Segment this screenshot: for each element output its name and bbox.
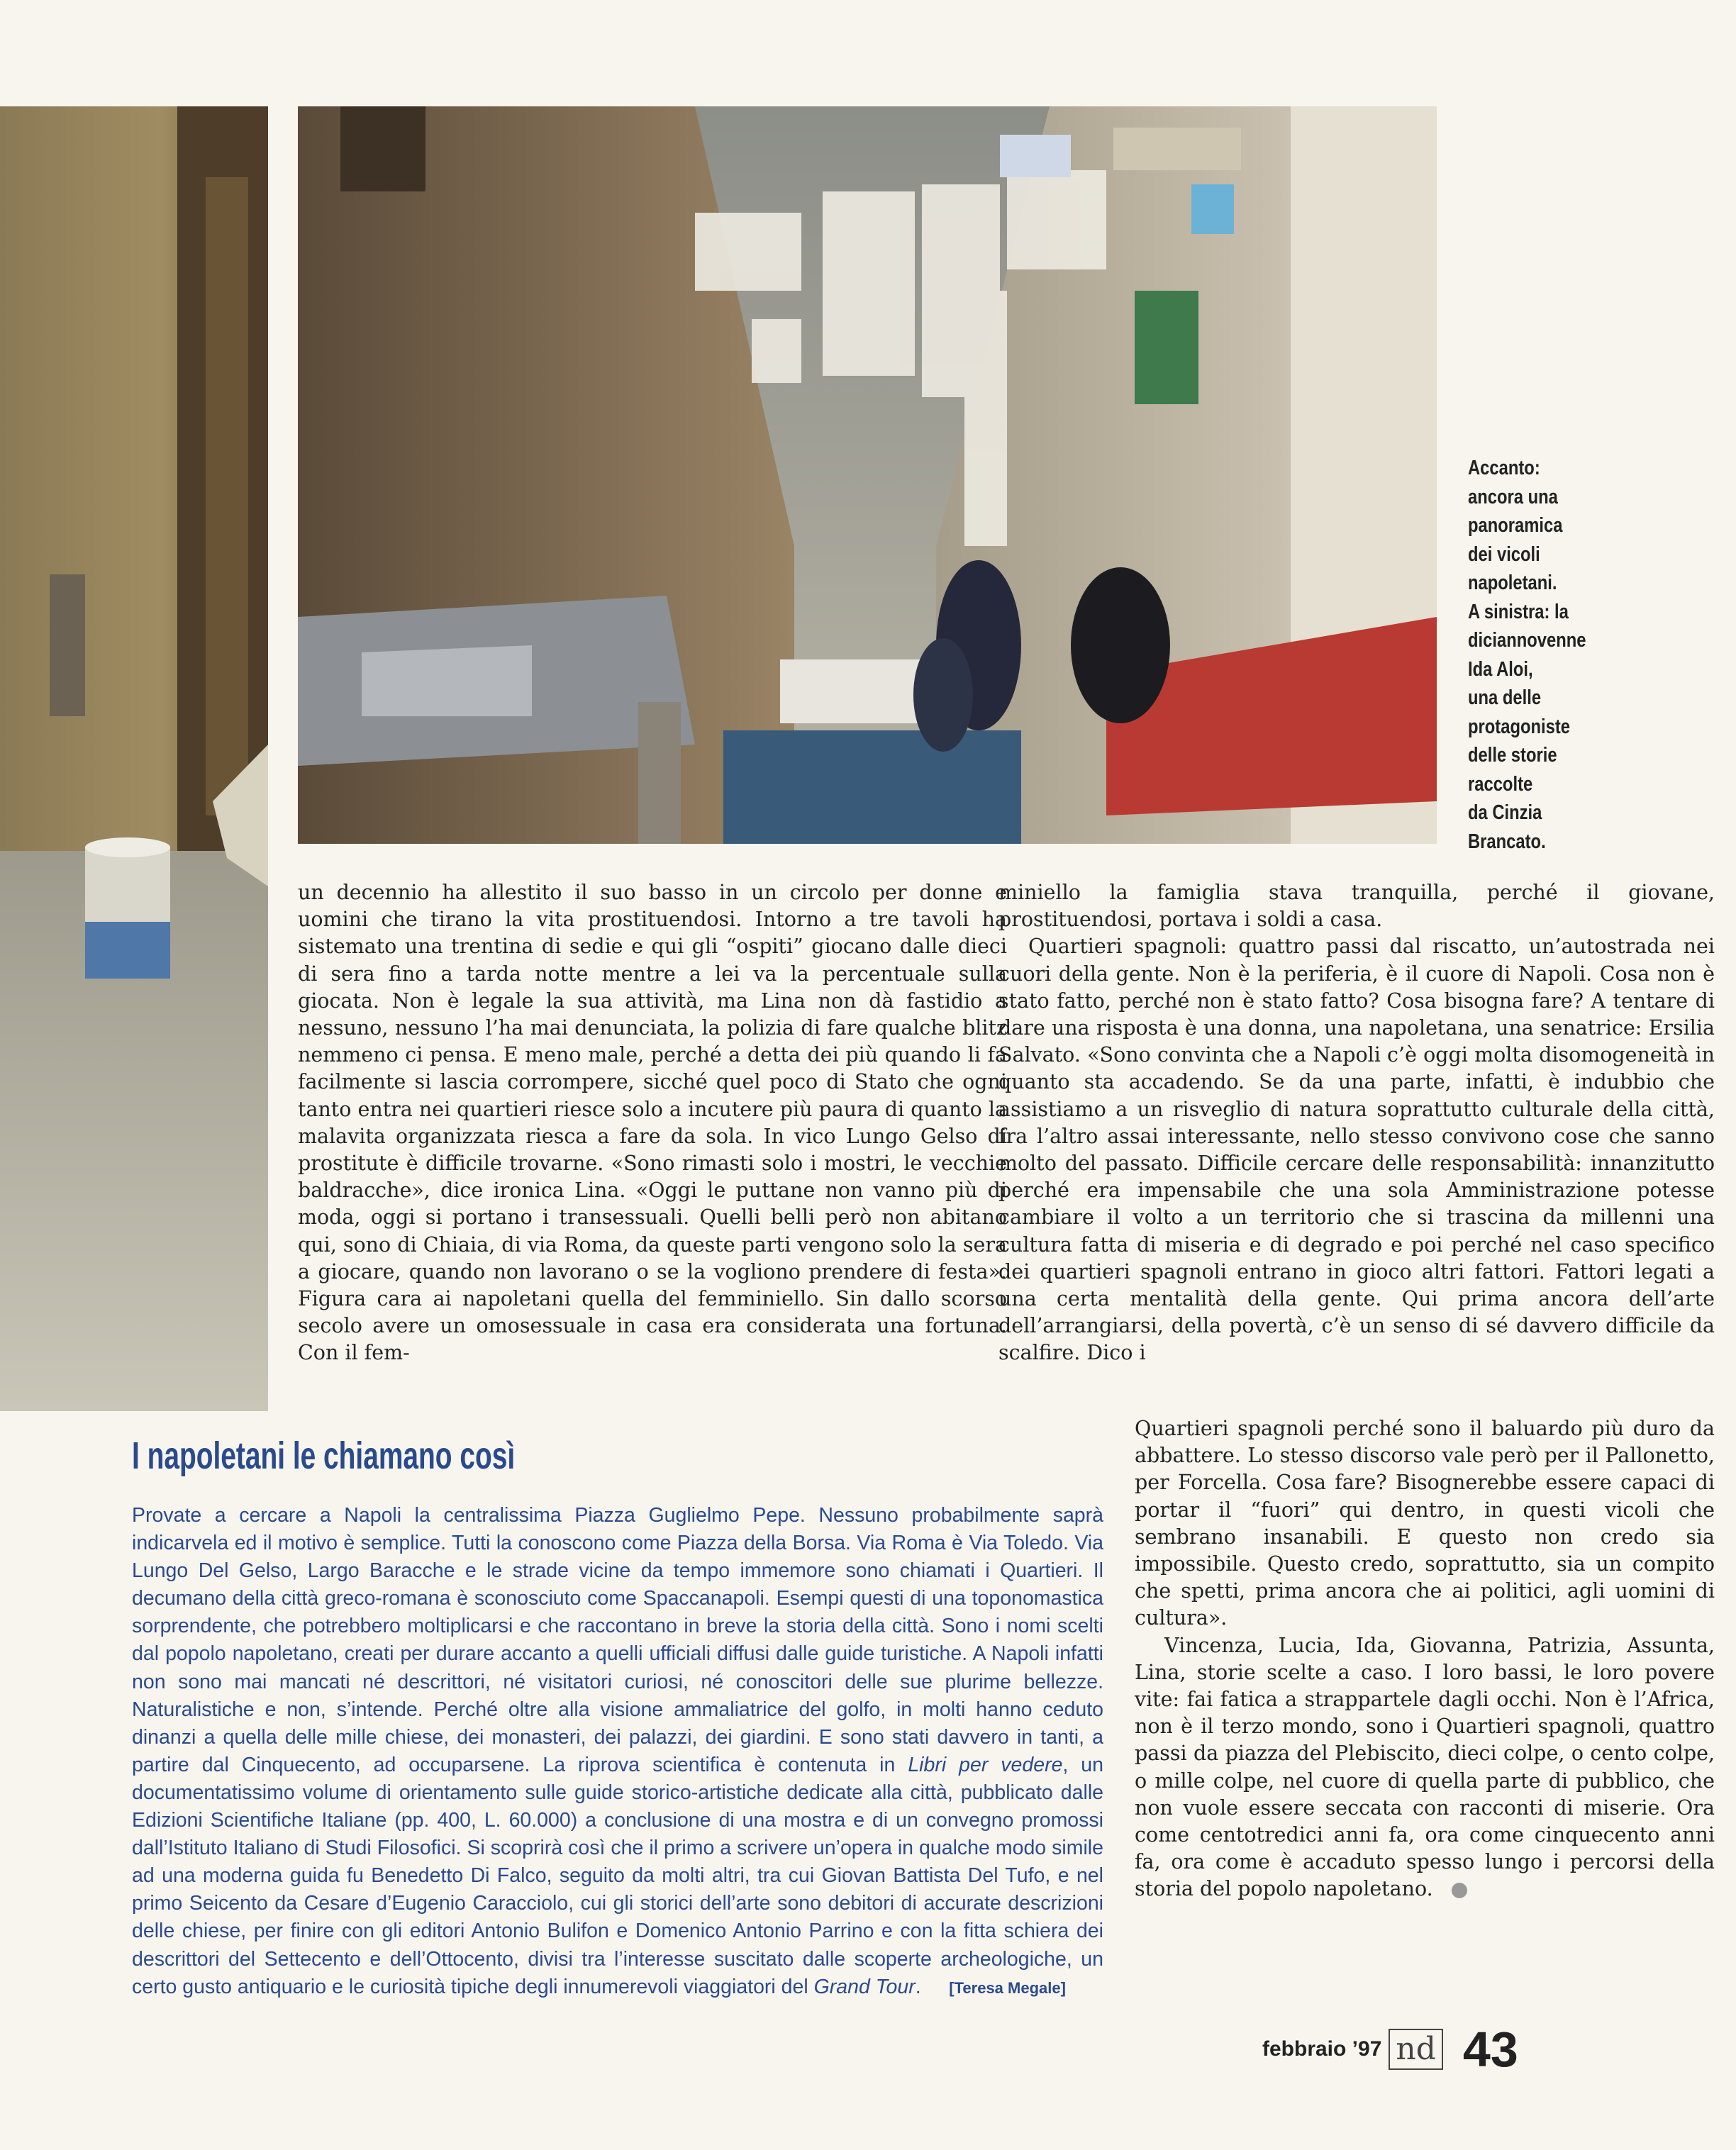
- article-column-2-continued: [1135, 1415, 1715, 1903]
- issue-date: febbraio ’97: [1262, 2037, 1382, 2061]
- sidebar-text-a: Provate a cercare a Napoli la centralissima Piazza Guglielmo Pepe. Nessuno probabilmente saprà indicarvela ed il motivo è semplice. Tutti la conoscono come Piazza della Borsa. Via Roma è Via Toledo. Via Lungo Del Gelso, Largo Baracche e le strade vicine da tempo immemore sono chiamati i Quartieri. Il decumano della città greco-romana è sconosciuto come Spaccanapoli. Esempi questi di una toponomastica sorprendente, che potrebbero moltiplicarsi e che raccontano in breve la storia della città. Sono i nomi scelti dal popolo napoletano, creati per durare accanto a quelli ufficiali diffusi dalle guide turistiche. A Napoli infatti non sono mai mancati né descrittori, né visitatori curiosi, né conoscitori delle sue plurime bellezze. Naturalistiche e non, s’intende. Perché oltre alla visione ammaliatrice del golfo, in molti hanno ceduto dinanzi a quella delle mille chiese, dei monasteri, dei palazzi, dei giardini. E sono stati davvero in tanti, a partire dal Cinquecento, ad occuparsene. La riprova scientifica è contenuta in: [132, 1504, 1103, 1776]
- grand-tour: Grand Tour: [813, 1975, 916, 1998]
- sidebar-text-b: , un documentatissimo volume di orientamento sulle guide storico-artistiche dedicate alla città, pubblicato dalle Edizioni Scientifiche Italiane (pp. 400, L. 60.000) a conclusione di una mostra e di un convegno promossi dall’Istituto Italiano di Studi Filosofici. Si scoprirà così che il primo a scrivere un’opera in qualche modo simile ad una moderna guida fu Benedetto Di Falco, seguito da molti altri, tra cui Giovan Battista Del Tufo, e nel primo Seicento da Cesare d’Eugenio Caracciolo, cui gli storici dell’arte sono debitori di accurate descrizioni delle chiese, per finire con gli editori Antonio Bulifon e Domenico Antonio Parrino e con la fitta schiera dei descrittori del Settecento e dell’Ottocento, divisi tra l’interesse suscitato dalle scoperte archeologiche, un certo gusto antiquario e le curiosità tipiche degli innumerevoli viaggiatori del: [132, 1753, 1103, 1998]
- caption-line: napoletani.: [1468, 572, 1557, 594]
- magazine-logo: nd: [1389, 2029, 1443, 2070]
- article-paragraph: Quartieri spagnoli perché sono il baluardo più duro da abbattere. Lo stesso discorso vale però per il Pallonetto, per Forcella. Cosa fare? Bisognerebbe essere capaci di portar il “fuori” qui dentro, in questi vicoli che sembrano insanabili. E questo non credo sia impossibile. Questo credo, soprattutto, sia un compito che spetti, prima ancora che ai politici, agli uomini di cultura».: [1135, 1417, 1715, 1630]
- end-of-article-dot-icon: [1452, 1883, 1467, 1898]
- caption-line: Ida Aloi,: [1468, 657, 1533, 681]
- book-title: Libri per vedere: [908, 1753, 1063, 1776]
- sidebar-text-c: .: [915, 1975, 921, 1998]
- caption-line: una delle: [1468, 686, 1542, 709]
- article-paragraph-text: Vincenza, Lucia, Ida, Giovanna, Patrizia, Assunta, Lina, storie scelte a caso. I loro bassi, le loro povere vite: fai fatica a strappartele dagli occhi. Non è l’Africa, non è il terzo mondo, sono i Quartieri spagnoli, quattro passi da piazza del Plebiscito, dieci colpe, o cento colpe, o mille colpe, nel cuore di quella parte di pubblico, che non vuole essere seccata con racconti di miserie. Ora come centotredici anni fa, ora come cinquecento anni fa, ora come è accaduto spesso lungo i percorsi della storia del popolo napoletano.: [1135, 1633, 1715, 1901]
- photo-main-alley: [298, 106, 1437, 844]
- photo-left-image: [0, 106, 268, 1411]
- caption-line: raccolte: [1468, 772, 1533, 796]
- caption-line: Accanto:: [1468, 457, 1540, 479]
- article-paragraph: [1135, 1632, 1715, 1903]
- caption-line: ancora una: [1468, 485, 1558, 508]
- page-number: 43: [1462, 2022, 1518, 2077]
- article-column-1: [298, 879, 1007, 1367]
- caption-line: Brancato.: [1468, 830, 1546, 853]
- caption-line: delle storie: [1468, 744, 1557, 767]
- caption-line: dei vicoli: [1468, 542, 1540, 566]
- sidebar-credit: [Teresa Megale]: [949, 1978, 1066, 1997]
- photo-caption: [1468, 454, 1642, 856]
- photo-left-street: [0, 106, 268, 1411]
- caption-line: A sinistra: la: [1468, 600, 1569, 623]
- caption-line: protagoniste: [1468, 715, 1571, 738]
- caption-line: da Cinzia: [1468, 801, 1542, 824]
- article-column-2: [998, 879, 1715, 1367]
- sidebar-paragraph: [132, 1502, 1103, 2002]
- page-footer: [1262, 2017, 1518, 2081]
- article-paragraph: Quartieri spagnoli: quattro passi dal riscatto, un’autostrada nei cuori della gente. Non è la periferia, è il cuore di Napoli. Cosa non è stato fatto, perché non è stato fatto? Cosa bisogna fare? A tentare di dare una risposta è una donna, una napoletana, una senatrice: Ersilia Salvato. «Sono convinta che a Napoli c’è oggi molta disomogeneità in quanto sta accadendo. Se da una parte, infatti, è indubbio che assistiamo a un risveglio di natura soprattutto culturale della città, fra l’altro assai interessante, nello stesso convivono cose che sanno molto del passato. Difficile cercare delle responsabilità: innanzitutto perché era impensabile che una sola Amministrazione potesse cambiare il volto a un territorio che si trascina da millenni una cultura fatta di miseria e di degrado e poi perché nel caso specifico dei quartieri spagnoli entrano in gioco altri fattori. Fattori legati a una certa mentalità della gente. Qui prima ancora dell’arte dell’arrangiarsi, della povertà, c’è un senso di sé davvero difficile da scalfire. Dico i: [998, 935, 1715, 1365]
- photo-main-image: [298, 106, 1437, 844]
- sidebar-title: I napoletani le chiamano così: [132, 1435, 516, 1477]
- caption-line: diciannovenne: [1468, 629, 1586, 652]
- article-paragraph: miniello la famiglia stava tranquilla, perché il giovane, prostituendosi, portava i soldi a casa.: [998, 881, 1715, 932]
- sidebar-text: [132, 1502, 1103, 2002]
- caption-line: panoramica: [1468, 514, 1563, 537]
- article-paragraph: un decennio ha allestito il suo basso in un circolo per donne e uomini che tirano la vita prostituendosi. Intorno a tre tavoli ha sistemato una trentina di sedie e qui gli “ospiti” giocano dalle dieci di sera fino a tarda notte mentre a lei va la percentuale sulla giocata. Non è legale la sua attività, ma Lina non dà fastidio a nessuno, nessuno l’ha mai denunciata, la polizia di fare qualche blitz nemmeno ci pensa. E meno male, perché a detta dei più quando li fa facilmente si lascia corrompere, sicché quel poco di Stato che ogni tanto entra nei quartieri riesce solo a incutere più paura di quanto la malavita organizzata riesca a fare da sola. In vico Lungo Gelso di prostitute è difficile trovarne. «Sono rimasti solo i mostri, le vecchie baldracche», dice ironica Lina. «Oggi le puttane non vanno più di moda, oggi si portano i transessuali. Quelli belli però non abitano qui, sono di Chiaia, di via Roma, da queste parti vengono solo la sera a giocare, quando non lavorano o se la vogliono prendere di festa». Figura cara ai napoletani quella del femminiello. Sin dallo scorso secolo avere un omosessuale in casa era considerata una fortuna. Con il fem-: [298, 881, 1007, 1365]
